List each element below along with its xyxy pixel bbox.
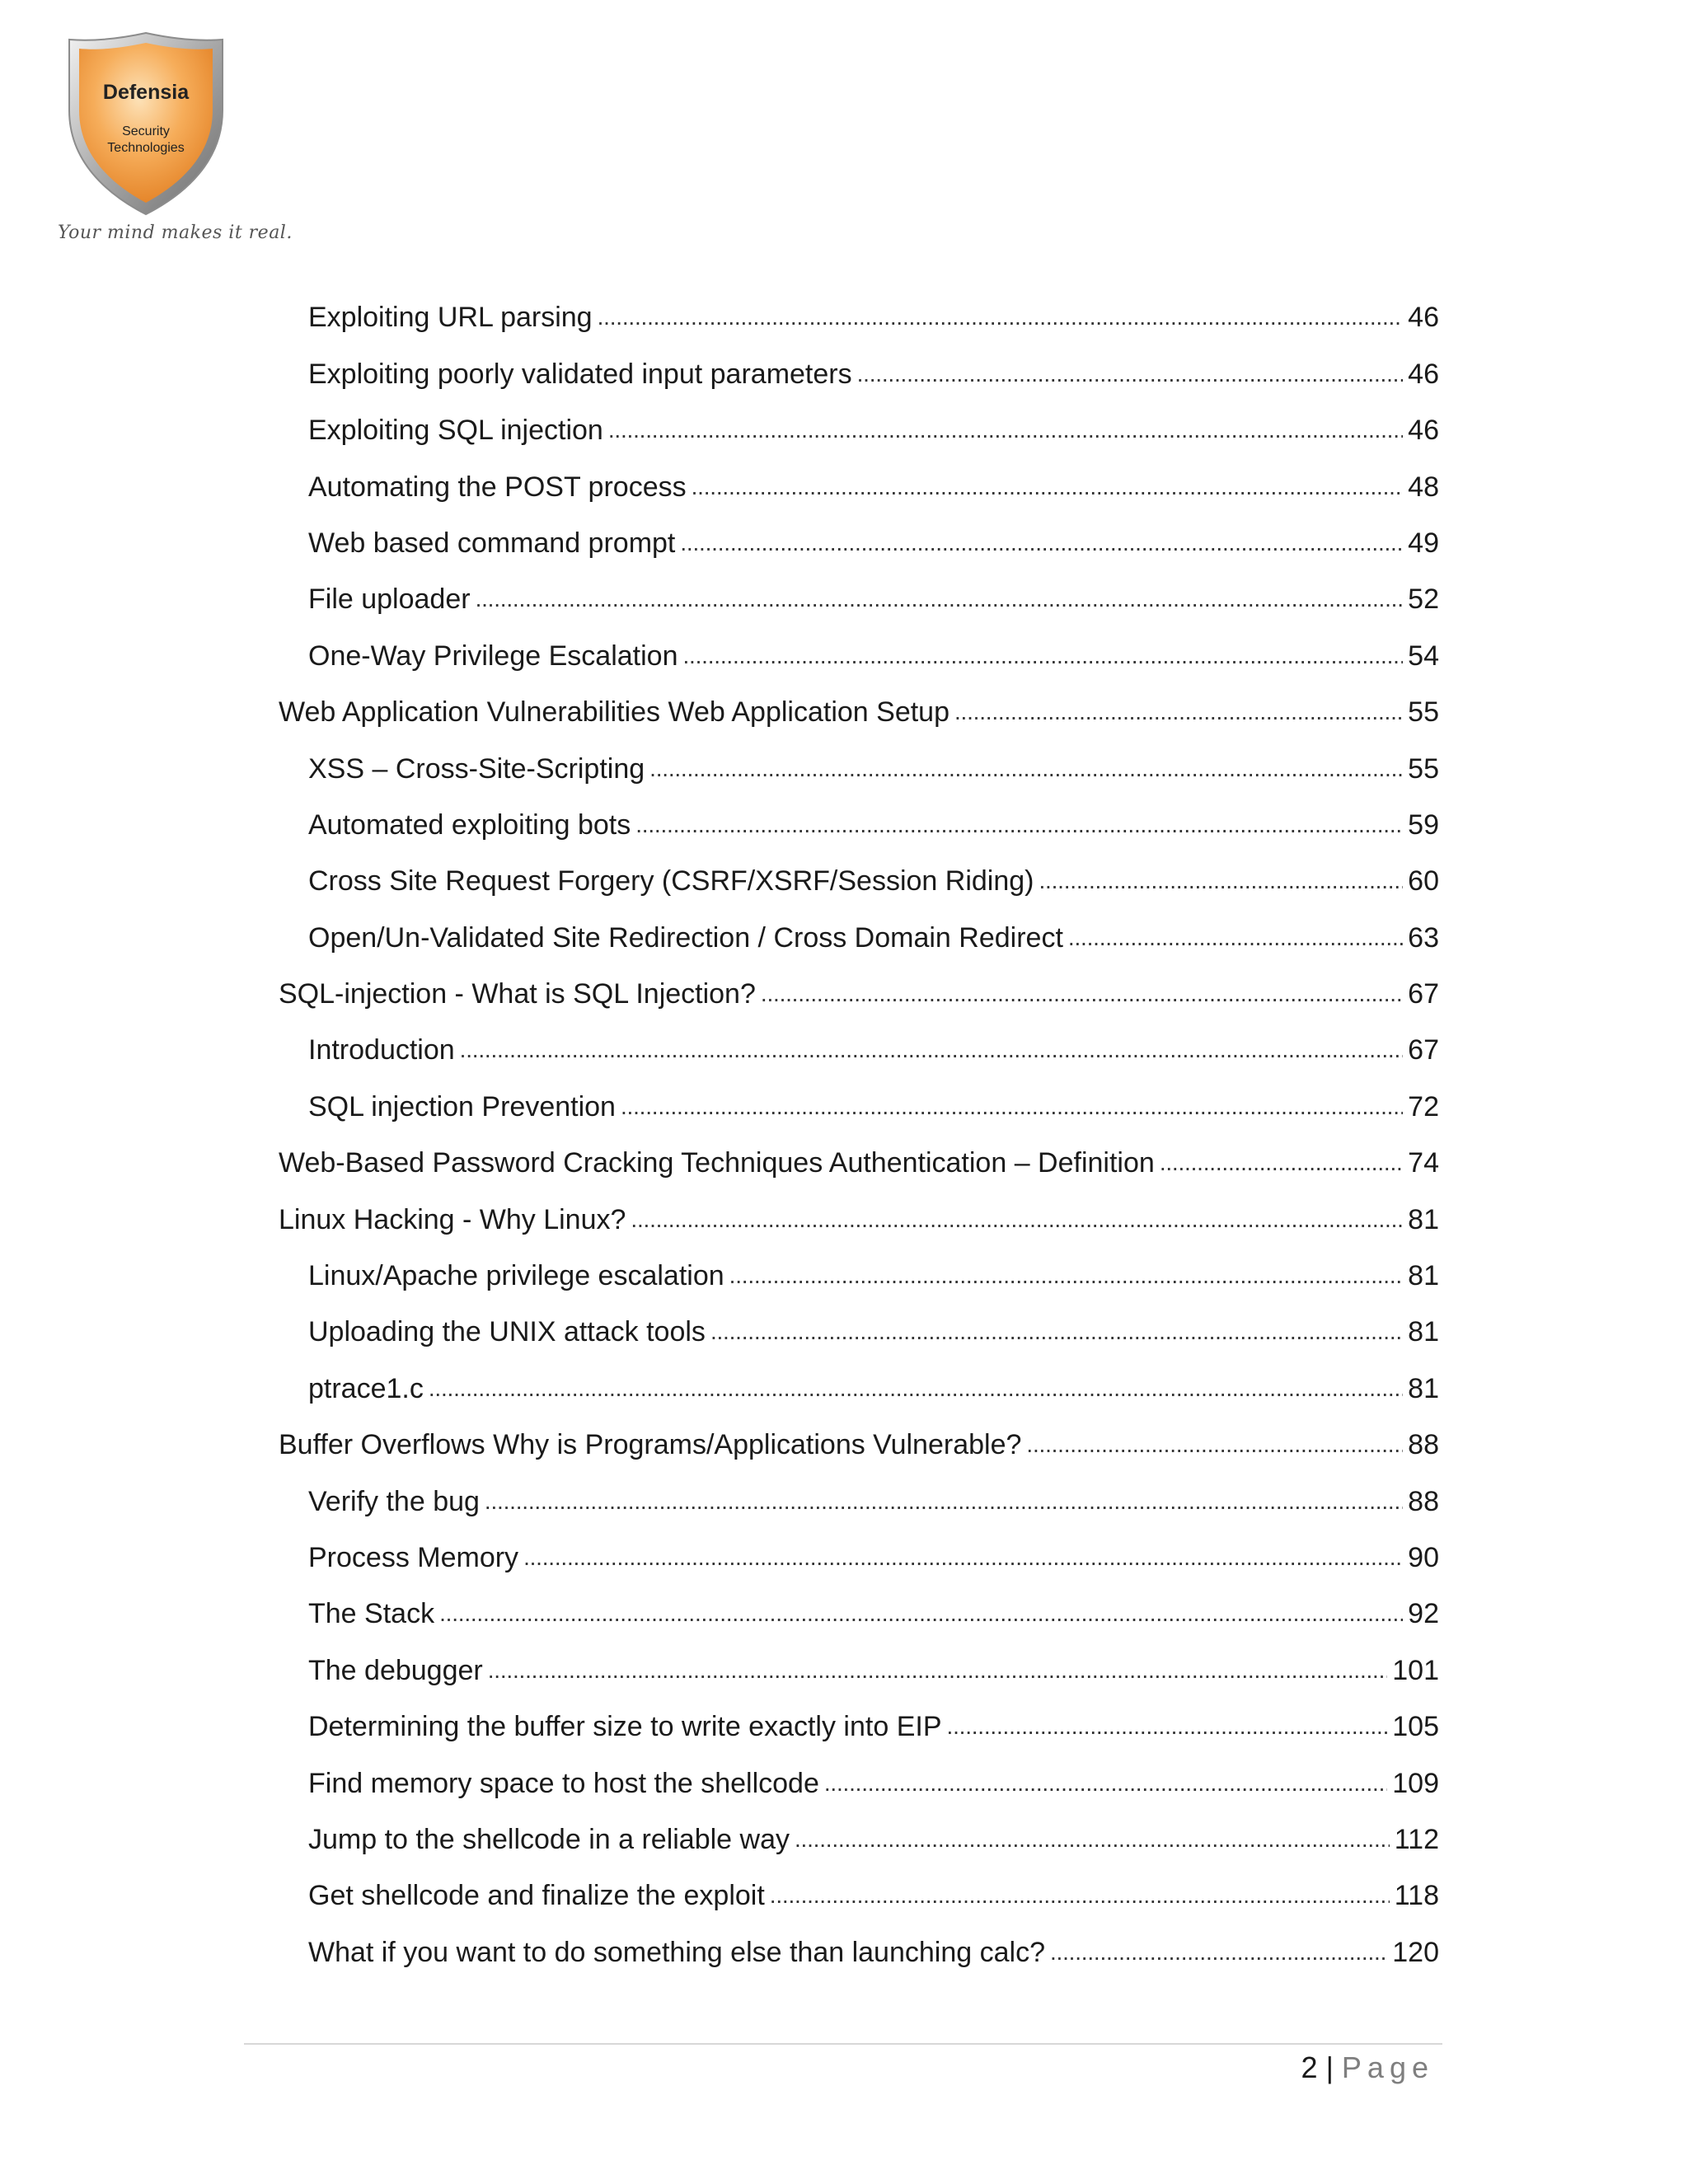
toc-entry-title: The Stack [308,1598,435,1630]
toc-dot-leader [947,1713,1388,1741]
toc-dot-leader [954,698,1403,726]
toc-entry-title: Verify the bug [308,1485,480,1517]
toc-entry-page: 112 [1394,1823,1439,1855]
toc-entry-title: Exploiting poorly validated input parameters [308,358,852,390]
toc-entry-title: Find memory space to host the shellcode [308,1767,819,1799]
toc-entry[interactable] [279,1459,1439,1515]
toc-entry[interactable] [279,275,1439,334]
toc-entry-title: Automated exploiting bots [308,808,631,841]
toc-entry-page: 105 [1392,1711,1439,1743]
toc-entry-page: 81 [1408,1316,1439,1348]
toc-dot-leader [824,1769,1387,1797]
toc-entry-title: What if you want to do something else than launching calc? [308,1936,1045,1968]
toc-dot-leader [710,1318,1403,1346]
toc-entry[interactable] [279,1403,1439,1459]
toc-entry[interactable] [279,952,1439,1008]
toc-entry[interactable] [279,1346,1439,1402]
toc-dot-leader [621,1093,1403,1121]
toc-dot-leader [857,360,1404,388]
toc-entry-page: 118 [1394,1880,1439,1912]
toc-entry[interactable] [279,1008,1439,1064]
toc-entry[interactable] [279,1290,1439,1346]
toc-entry-title: Determining the buffer size to write exactly into EIP [308,1711,942,1743]
logo-name: Defensia [102,81,190,104]
toc-entry-title: Cross Site Request Forgery (CSRF/XSRF/Session Riding) [308,865,1034,898]
toc-entry-page: 74 [1408,1147,1439,1179]
toc-entry[interactable] [279,557,1439,616]
toc-entry-page: 81 [1408,1372,1439,1404]
toc-entry[interactable] [279,839,1439,898]
logo-subtitle-line2: Technologies [107,141,185,155]
toc-entry[interactable] [279,501,1439,557]
toc-entry-title: File uploader [308,583,471,616]
table-of-contents [279,275,1439,1966]
toc-entry-page: 55 [1408,752,1439,785]
toc-dot-leader [485,1488,1403,1516]
toc-dot-leader [1160,1149,1403,1177]
toc-dot-leader [692,473,1404,501]
toc-dot-leader [795,1825,1390,1854]
toc-dot-leader [770,1882,1390,1910]
toc-entry[interactable] [279,1797,1439,1854]
toc-entry-title: Jump to the shellcode in a reliable way [308,1823,790,1855]
toc-entry-title: SQL-injection - What is SQL Injection? [279,978,756,1010]
toc-entry-page: 46 [1408,358,1439,390]
toc-entry[interactable] [279,1854,1439,1910]
toc-entry-page: 88 [1408,1429,1439,1461]
toc-entry[interactable] [279,388,1439,447]
toc-entry[interactable] [279,1572,1439,1628]
toc-entry-page: 90 [1408,1541,1439,1573]
toc-entry-page: 54 [1408,640,1439,672]
toc-entry-title: One-Way Privilege Escalation [308,640,678,672]
toc-dot-leader [439,1600,1403,1628]
toc-dot-leader [1039,867,1404,895]
toc-dot-leader [598,303,1404,331]
toc-entry-title: SQL injection Prevention [308,1090,616,1122]
toc-dot-leader [1050,1938,1387,1966]
toc-entry-page: 81 [1408,1203,1439,1235]
toc-dot-leader [1068,924,1403,952]
toc-entry-page: 46 [1408,302,1439,334]
toc-entry-title: Exploiting SQL injection [308,415,603,447]
toc-entry[interactable] [279,1516,1439,1572]
toc-entry-title: Buffer Overflows Why is Programs/Applications Vulnerable? [279,1429,1022,1461]
toc-entry[interactable] [279,1177,1439,1233]
page-number: 2 [1301,2050,1318,2084]
toc-entry[interactable] [279,670,1439,729]
toc-dot-leader [729,1262,1404,1290]
toc-dot-leader [761,980,1403,1008]
toc-dot-leader [429,1375,1403,1403]
toc-entry[interactable] [279,331,1439,390]
toc-entry-title: Introduction [308,1034,455,1066]
toc-dot-leader [635,811,1403,839]
toc-entry-title: The debugger [308,1654,483,1686]
toc-entry[interactable] [279,613,1439,672]
footer-divider [244,2043,1442,2045]
toc-entry[interactable] [279,1234,1439,1290]
toc-entry-page: 60 [1408,865,1439,898]
toc-entry[interactable] [279,1910,1439,1966]
toc-entry-page: 63 [1408,921,1439,954]
toc-entry-title: Automating the POST process [308,471,687,503]
toc-entry-page: 81 [1408,1260,1439,1292]
toc-entry-page: 120 [1392,1936,1439,1968]
toc-entry-page: 67 [1408,1034,1439,1066]
logo-subtitle-line1: Security [122,124,170,138]
toc-entry-page: 67 [1408,978,1439,1010]
toc-entry-page: 101 [1392,1654,1439,1686]
toc-entry-title: Linux Hacking - Why Linux? [279,1203,626,1235]
toc-entry-page: 49 [1408,527,1439,559]
toc-entry[interactable] [279,726,1439,785]
toc-entry-title: Exploiting URL parsing [308,302,593,334]
toc-dot-leader [608,416,1403,444]
toc-entry-title: ptrace1.c [308,1372,424,1404]
toc-dot-leader [460,1036,1404,1064]
page-label: Page [1341,2050,1434,2084]
toc-entry-page: 48 [1408,471,1439,503]
toc-entry-page: 46 [1408,415,1439,447]
toc-entry[interactable] [279,1121,1439,1177]
company-logo [58,30,293,256]
toc-entry-title: Get shellcode and finalize the exploit [308,1880,765,1912]
toc-entry-title: Linux/Apache privilege escalation [308,1260,724,1292]
toc-entry-page: 92 [1408,1598,1439,1630]
toc-entry-page: 55 [1408,696,1439,729]
toc-dot-leader [476,585,1404,613]
toc-entry-title: XSS – Cross-Site-Scripting [308,752,645,785]
toc-dot-leader [631,1206,1403,1234]
toc-entry-title: Uploading the UNIX attack tools [308,1316,706,1348]
toc-entry-title: Web based command prompt [308,527,676,559]
toc-entry[interactable] [279,1064,1439,1120]
toc-entry-page: 88 [1408,1485,1439,1517]
toc-entry[interactable] [279,444,1439,503]
toc-entry[interactable] [279,1685,1439,1741]
toc-entry-title: Open/Un-Validated Site Redirection / Cross Domain Redirect [308,921,1063,954]
toc-entry-title: Web Application Vulnerabilities Web Application Setup [279,696,950,729]
toc-entry[interactable] [279,1628,1439,1684]
toc-dot-leader [1026,1431,1403,1459]
toc-entry-page: 109 [1392,1767,1439,1799]
shield-icon [58,30,235,219]
toc-entry-title: Web-Based Password Cracking Techniques Authentication – Definition [279,1147,1155,1179]
toc-dot-leader [680,529,1403,557]
toc-entry-page: 52 [1408,583,1439,616]
toc-entry[interactable] [279,1741,1439,1797]
toc-dot-leader [523,1544,1403,1572]
toc-entry-page: 59 [1408,808,1439,841]
toc-entry-page: 72 [1408,1090,1439,1122]
toc-dot-leader [682,642,1403,670]
footer-separator: | [1325,2050,1334,2084]
logo-tagline: Your mind makes it real. [58,223,293,243]
page-footer [1301,2050,1434,2085]
toc-entry[interactable] [279,783,1439,839]
toc-entry[interactable] [279,895,1439,954]
toc-dot-leader [488,1657,1388,1685]
toc-dot-leader [649,755,1403,783]
toc-entry-title: Process Memory [308,1541,519,1573]
